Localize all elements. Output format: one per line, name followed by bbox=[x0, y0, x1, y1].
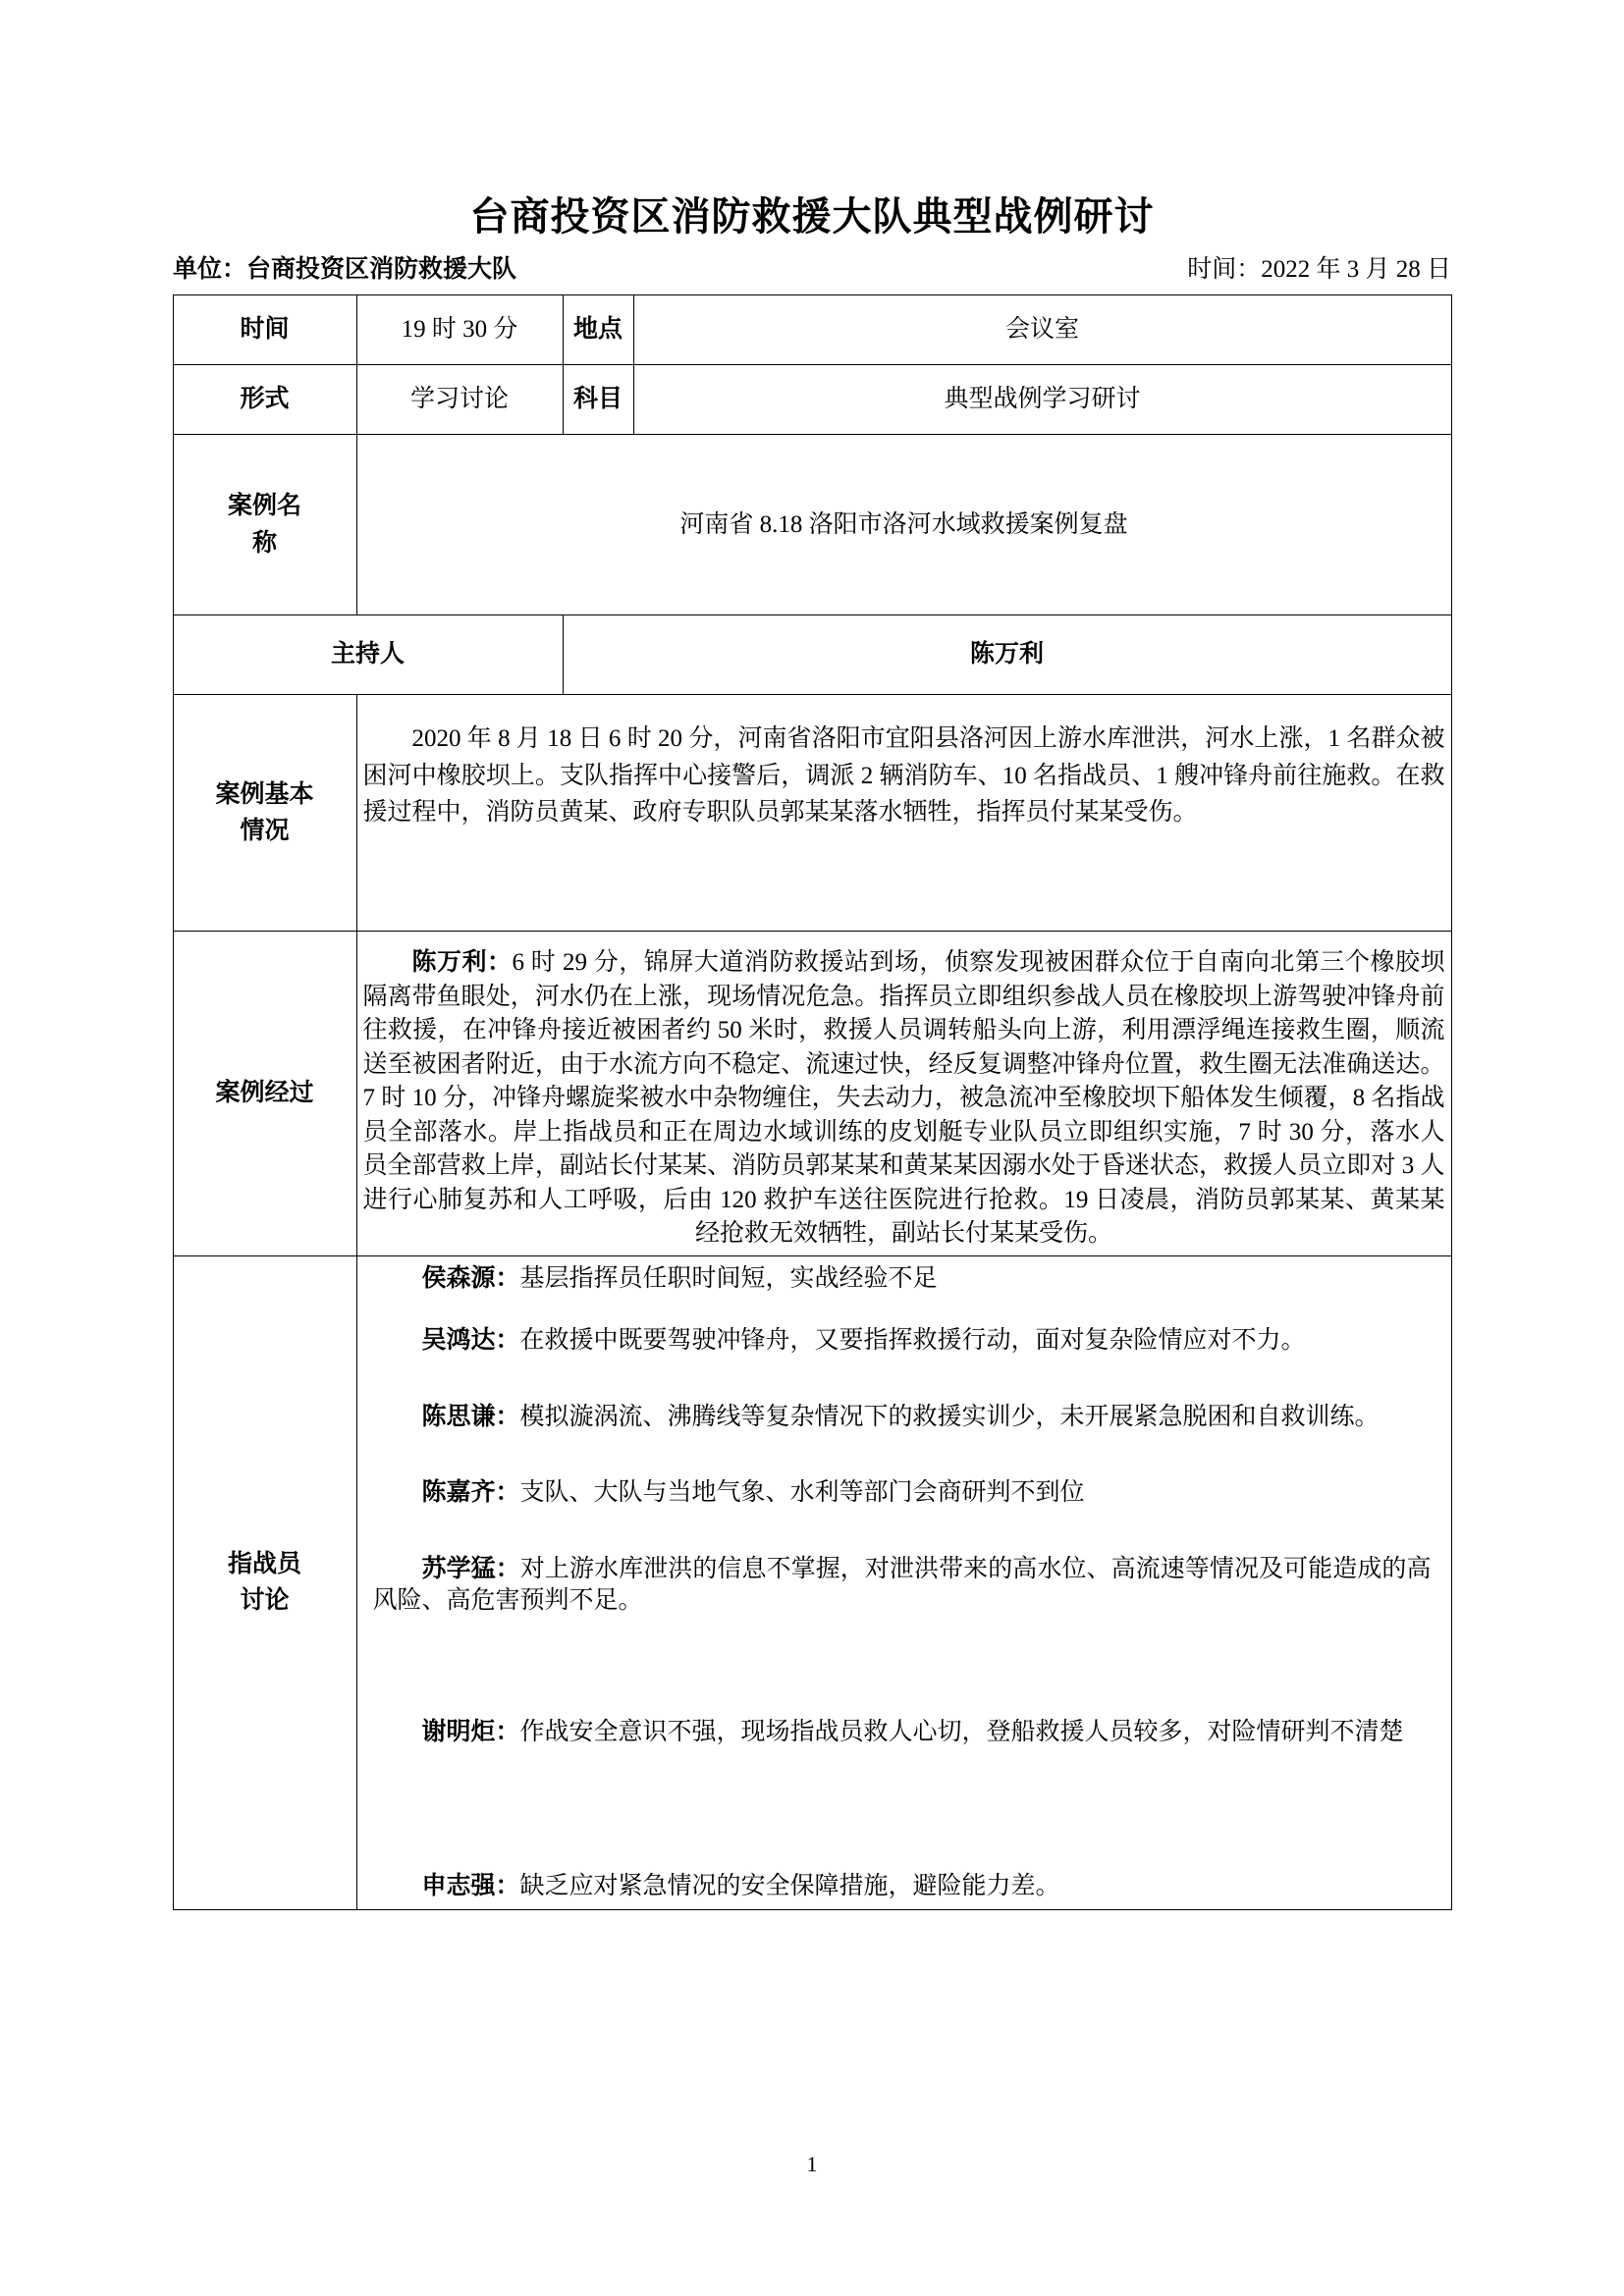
location-label: 地点 bbox=[563, 295, 633, 365]
discussion-spacer-3 bbox=[363, 1512, 1445, 1551]
case-process-speaker: 陈万利 bbox=[411, 948, 488, 976]
subject-label: 科目 bbox=[563, 365, 633, 435]
host-value: 陈万利 bbox=[563, 615, 1451, 695]
discussion-colon-5: ： bbox=[495, 1717, 520, 1745]
date-label: 时间：2022 年 3 月 28 日 bbox=[1187, 256, 1451, 283]
discussion-spacer-0 bbox=[363, 1297, 1445, 1322]
discussion-item-6 bbox=[363, 1868, 1445, 1905]
discussion-text-2: 模拟漩涡流、沸腾线等复杂情况下的救援实训少，未开展紧急脱困和自救训练。 bbox=[519, 1403, 1380, 1430]
case-review-table bbox=[173, 294, 1452, 1910]
discussion-label-line1: 指战员 bbox=[227, 1549, 301, 1577]
discussion-colon-3: ： bbox=[495, 1478, 520, 1506]
basic-situation-text: 2020 年 8 月 18 日 6 时 20 分，河南省洛阳市宜阳县洛河因上游水库泄洪，河水上涨，1 名群众被困河中橡胶坝上。支队指挥中心接警后，调派 2 辆消防车、10 名指战员、1 艘冲锋舟前往施救。在救援过程中，消防员黄某、政府专职队员郭某某落水牺牲，指挥员付某某受伤。 bbox=[356, 695, 1451, 932]
discussion-item-5 bbox=[363, 1714, 1445, 1751]
discussion-colon-1: ： bbox=[495, 1326, 520, 1354]
discussion-speaker-5: 谢明炬 bbox=[421, 1717, 496, 1745]
case-process-body bbox=[356, 932, 1451, 1256]
host-label: 主持人 bbox=[173, 615, 563, 695]
subject-value: 典型战例学习研讨 bbox=[633, 365, 1451, 435]
basic-situation-label-line2: 情况 bbox=[240, 817, 290, 844]
discussion-text-0: 基层指挥员任职时间短，实战经验不足 bbox=[519, 1264, 938, 1292]
location-value: 会议室 bbox=[633, 295, 1451, 365]
discussion-colon-0: ： bbox=[495, 1263, 520, 1292]
time-value: 19 时 30 分 bbox=[356, 295, 563, 365]
discussion-label bbox=[173, 1255, 356, 1909]
table-row-form bbox=[173, 365, 1451, 435]
discussion-spacer-5 bbox=[363, 1750, 1445, 1868]
discussion-item-3 bbox=[363, 1474, 1445, 1512]
discussion-colon-4: ： bbox=[495, 1554, 520, 1582]
time-label: 时间 bbox=[173, 295, 356, 365]
case-name-label-line1: 案例名 bbox=[227, 492, 301, 519]
table-row-case-name bbox=[173, 435, 1451, 615]
discussion-colon-6: ： bbox=[495, 1872, 520, 1899]
page-number: 1 bbox=[806, 2152, 818, 2176]
discussion-item-2 bbox=[363, 1399, 1445, 1436]
table-row-time bbox=[173, 295, 1451, 365]
basic-situation-label bbox=[173, 695, 356, 932]
document-meta-row bbox=[173, 240, 1451, 285]
discussion-item-1 bbox=[363, 1322, 1445, 1360]
discussion-spacer-1 bbox=[363, 1360, 1445, 1399]
discussion-speaker-2: 陈思谦 bbox=[421, 1402, 496, 1430]
discussion-speaker-3: 陈嘉齐 bbox=[421, 1478, 496, 1506]
discussion-text-4: 对上游水库泄洪的信息不掌握，对泄洪带来的高水位、高流速等情况及可能造成的高风险、高危害预判不足。 bbox=[372, 1555, 1432, 1614]
table-row-basic-situation bbox=[173, 695, 1451, 932]
discussion-text-6: 缺乏应对紧急情况的安全保障措施，避险能力差。 bbox=[519, 1873, 1060, 1899]
discussion-text-1: 在救援中既要驾驶冲锋舟，又要指挥救援行动，面对复杂险情应对不力。 bbox=[519, 1327, 1306, 1354]
table-row-discussion bbox=[173, 1255, 1451, 1909]
discussion-list bbox=[356, 1255, 1451, 1909]
unit-label: 单位：台商投资区消防救援大队 bbox=[173, 255, 517, 283]
discussion-item-0 bbox=[363, 1260, 1445, 1298]
page-title: 台商投资区消防救援大队典型战例研讨 bbox=[469, 195, 1155, 239]
discussion-spacer-4 bbox=[363, 1620, 1445, 1714]
discussion-speaker-0: 侯森源 bbox=[421, 1263, 496, 1292]
discussion-label-line2: 讨论 bbox=[240, 1586, 290, 1614]
case-name-value: 河南省 8.18 洛阳市洛河水域救援案例复盘 bbox=[356, 435, 1451, 615]
basic-situation-label-line1: 案例基本 bbox=[215, 779, 314, 808]
discussion-speaker-6: 申志强 bbox=[421, 1872, 496, 1899]
case-name-label-line2: 称 bbox=[251, 528, 277, 557]
case-name-label bbox=[173, 435, 356, 615]
case-process-text: 6 时 29 分，锦屏大道消防救援站到场，侦察发现被困群众位于自南向北第三个橡胶坝隔离带鱼眼处，河水仍在上涨，现场情况危急。指挥员立即组织参战人员在橡胶坝上游驾驶冲锋舟前往救援，在冲锋舟接近被困者约 50 米时，救援人员调转船头向上游，利用漂浮绳连接救生圈，顺流送至被困者附近，由于水流方向不稳定、流速过快，经反复调整冲锋舟位置，救生圈无法准确送达。7 时 10 分，冲锋舟螺旋桨被水中杂物缠住，失去动力，被急流冲至橡胶坝下船体发生倾覆，8 名指战员全部落水。岸上指战员和正在周边水域训练的皮划艇专业队员立即组织实施，7 时 30 分，落水人员全部营救上岸，副站长付某某、消防员郭某某和黄某某因溺水处于昏迷状态，救援人员立即对 3 人进行心肺复苏和人工呼吸，后由 120 救护车送往医院进行抢救。19 日凌晨，消防员郭某某、黄某某经抢救无效牺牲，副站长付某某受伤。 bbox=[362, 949, 1445, 1247]
discussion-speaker-1: 吴鸿达 bbox=[421, 1326, 496, 1354]
table-row-case-process bbox=[173, 932, 1451, 1256]
discussion-item-4 bbox=[363, 1551, 1445, 1620]
form-value: 学习讨论 bbox=[356, 365, 563, 435]
discussion-text-3: 支队、大队与当地气象、水利等部门会商研判不到位 bbox=[519, 1479, 1085, 1506]
discussion-text-5: 作战安全意识不强，现场指战员救人心切，登船救援人员较多，对险情研判不清楚 bbox=[519, 1718, 1404, 1745]
form-label: 形式 bbox=[173, 365, 356, 435]
discussion-spacer-2 bbox=[363, 1435, 1445, 1474]
case-process-colon: ： bbox=[487, 948, 513, 976]
table-row-host bbox=[173, 615, 1451, 695]
discussion-colon-2: ： bbox=[495, 1402, 520, 1430]
case-process-label: 案例经过 bbox=[173, 932, 356, 1256]
discussion-speaker-4: 苏学猛 bbox=[421, 1554, 496, 1582]
